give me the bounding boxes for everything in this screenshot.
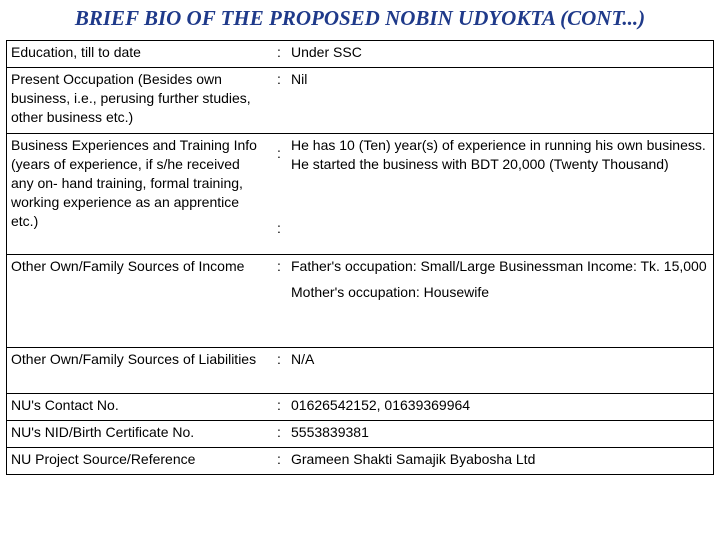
page-title: BRIEF BIO OF THE PROPOSED NOBIN UDYOKTA (CONT...) [74,6,646,30]
row-value: Grameen Shakti Samajik Byabosha Ltd [289,448,714,475]
row-label: NU's NID/Birth Certificate No. [7,421,270,448]
row-value-secondary: Mother's occupation: Housewife [291,284,489,300]
row-value: Nil [289,68,714,134]
row-label: Other Own/Family Sources of Liabilities [7,348,270,394]
row-separator: : [277,145,281,161]
row-label: NU Project Source/Reference [7,448,270,475]
table-row [7,421,714,448]
bio-table [6,40,714,475]
row-separator: : [269,348,289,394]
row-value: 5553839381 [289,421,714,448]
table-row [7,134,714,255]
row-value: Father's occupation: Small/Large Businessman Income: Tk. 15,000 [291,258,707,274]
row-value-cell [289,255,714,348]
row-separator: : [269,448,289,475]
row-label: Business Experiences and Training Info (years of experience, if s/he received any on- hand training, formal training, working experience as an apprentice etc.) [7,134,270,255]
row-value: N/A [289,348,714,394]
row-value: Under SSC [289,41,714,68]
row-separator: : [269,255,289,348]
row-label: Present Occupation (Besides own business, i.e., perusing further studies, other business etc.) [7,68,270,134]
row-separator: : [269,421,289,448]
row-label: NU's Contact No. [7,394,270,421]
table-row [7,41,714,68]
row-separator: : [269,41,289,68]
row-separator: : [277,220,281,236]
table-row [7,394,714,421]
row-separator-cell [269,134,289,255]
table-row [7,68,714,134]
row-separator: : [269,68,289,134]
row-label: Other Own/Family Sources of Income [7,255,270,348]
row-separator: : [269,394,289,421]
row-label: Education, till to date [7,41,270,68]
row-value: 01626542152, 01639369964 [289,394,714,421]
table-row [7,448,714,475]
table-row [7,255,714,348]
row-value: He has 10 (Ten) year(s) of experience in running his own business. He started the business with BDT 20,000 (Twenty Thousand) [289,134,714,255]
table-row [7,348,714,394]
